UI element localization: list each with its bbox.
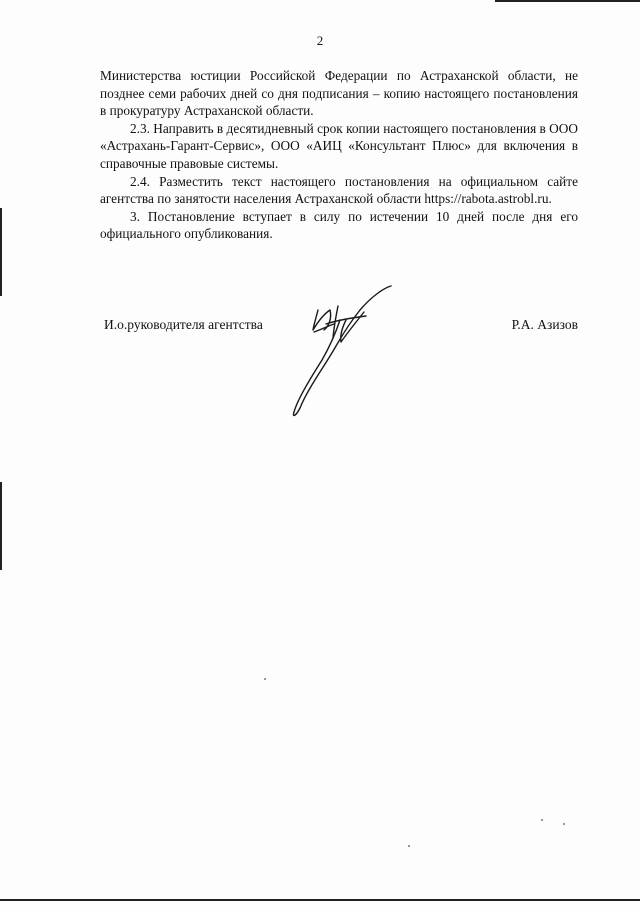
scan-speck [264,678,266,680]
signatory-name: Р.А. Азизов [511,317,578,332]
handwritten-signature [286,280,406,420]
page-number: 2 [316,33,324,48]
document-body [100,67,578,243]
scan-speck [563,823,565,825]
top-edge-mark [495,0,640,2]
scan-speck [541,819,543,821]
scan-speck [408,845,410,847]
left-edge-mark [0,208,2,296]
paragraph-3: 3. Постановление вступает в силу по истечении 10 дней после дня его официального опубликования. [100,208,578,242]
signatory-title: И.о.руководителя агентства [104,317,263,332]
paragraph-2-4: 2.4. Разместить текст настоящего постановления на официальном сайте агентства по занятости населения Астраханской области https://rabota.astrobl.ru. [100,173,578,207]
bottom-edge-mark [0,899,640,901]
paragraph-2-3: 2.3. Направить в десятидневный срок копии настоящего постановления в ООО «Астрахань-Гарант-Сервис», ООО «АИЦ «Консультант Плюс» для включения в справочные правовые системы. [100,120,578,171]
paragraph-continuation: Министерства юстиции Российской Федерации по Астраханской области, не позднее семи рабочих дней со дня подписания – копию настоящего постановления в прокуратуру Астраханской области. [100,68,578,119]
left-edge-mark-lower [0,482,2,570]
